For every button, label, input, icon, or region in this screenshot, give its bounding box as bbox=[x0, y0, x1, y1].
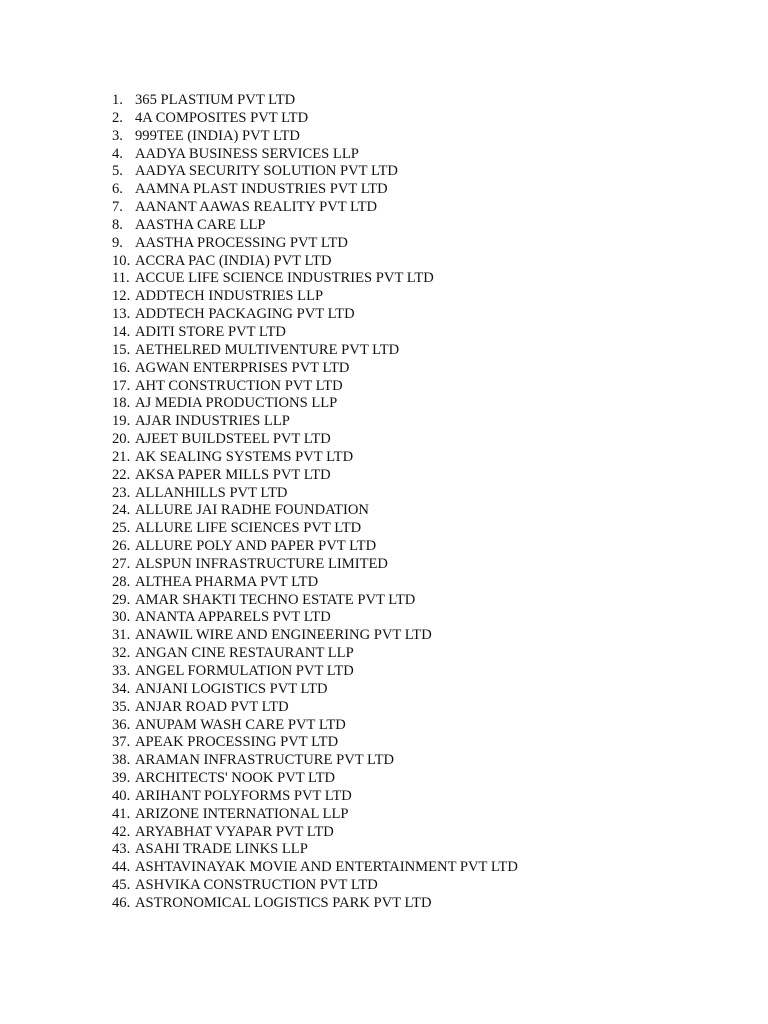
list-item bbox=[112, 128, 712, 146]
list-item bbox=[112, 217, 712, 235]
company-name: ASAHI TRADE LINKS LLP bbox=[135, 841, 308, 858]
list-item bbox=[112, 395, 712, 413]
list-item-number: 39. bbox=[112, 770, 131, 787]
list-item-number: 7. bbox=[112, 199, 123, 216]
list-item bbox=[112, 520, 712, 538]
list-item bbox=[112, 841, 712, 859]
list-item bbox=[112, 538, 712, 556]
list-item bbox=[112, 92, 712, 110]
company-name: AK SEALING SYSTEMS PVT LTD bbox=[135, 448, 354, 465]
list-item-number: 33. bbox=[112, 663, 131, 679]
list-item bbox=[112, 163, 712, 181]
list-item bbox=[112, 288, 712, 306]
list-item bbox=[112, 270, 712, 288]
list-item bbox=[112, 627, 712, 645]
list-item bbox=[112, 895, 712, 913]
list-item bbox=[112, 199, 712, 217]
list-item bbox=[112, 324, 712, 342]
list-item bbox=[112, 877, 712, 895]
list-item-number: 31. bbox=[112, 627, 131, 644]
company-list bbox=[112, 92, 712, 913]
list-item-number: 6. bbox=[112, 181, 123, 198]
list-item-number: 40. bbox=[112, 787, 131, 804]
list-item bbox=[112, 770, 712, 788]
list-item-number: 20. bbox=[112, 431, 131, 448]
company-name: ALLANHILLS PVT LTD bbox=[135, 484, 288, 501]
list-item-number: 9. bbox=[112, 234, 123, 251]
company-name: ANUPAM WASH CARE PVT LTD bbox=[135, 716, 346, 733]
list-item-number: 4. bbox=[112, 145, 123, 162]
list-item-number: 44. bbox=[112, 859, 131, 876]
company-name: 999TEE (INDIA) PVT LTD bbox=[135, 127, 300, 144]
list-item bbox=[112, 734, 712, 752]
list-item bbox=[112, 110, 712, 128]
list-item-number: 2. bbox=[112, 109, 123, 126]
company-name: AKSA PAPER MILLS PVT LTD bbox=[135, 466, 331, 483]
list-item-number: 42. bbox=[112, 823, 131, 840]
list-item bbox=[112, 788, 712, 806]
list-item bbox=[112, 592, 712, 610]
list-item-number: 17. bbox=[112, 377, 131, 394]
list-item-number: 28. bbox=[112, 573, 131, 590]
company-name: ALLURE POLY AND PAPER PVT LTD bbox=[135, 538, 377, 555]
company-name: ADDTECH PACKAGING PVT LTD bbox=[135, 306, 355, 323]
company-name: ARIZONE INTERNATIONAL LLP bbox=[135, 805, 349, 822]
list-item-number: 34. bbox=[112, 680, 131, 697]
list-item-number: 18. bbox=[112, 395, 131, 412]
list-item bbox=[112, 717, 712, 735]
list-item bbox=[112, 574, 712, 592]
list-item-number: 25. bbox=[112, 520, 131, 537]
company-name: ANAWIL WIRE AND ENGINEERING PVT LTD bbox=[135, 627, 432, 644]
list-item-number: 26. bbox=[112, 538, 131, 555]
list-item-number: 8. bbox=[112, 216, 123, 233]
company-name: ALLURE JAI RADHE FOUNDATION bbox=[135, 502, 369, 519]
list-item-number: 27. bbox=[112, 555, 131, 572]
company-name: AHT CONSTRUCTION PVT LTD bbox=[135, 377, 343, 394]
company-name: AANANT AAWAS REALITY PVT LTD bbox=[135, 199, 378, 216]
list-item-number: 11. bbox=[112, 270, 130, 287]
company-name: ADITI STORE PVT LTD bbox=[135, 323, 286, 340]
company-name: AADYA SECURITY SOLUTION PVT LTD bbox=[135, 163, 398, 180]
list-item-number: 32. bbox=[112, 645, 131, 662]
company-name: ARAMAN INFRASTRUCTURE PVT LTD bbox=[135, 752, 395, 769]
list-item bbox=[112, 306, 712, 324]
list-item-number: 12. bbox=[112, 288, 131, 305]
list-item bbox=[112, 360, 712, 378]
list-item-number: 35. bbox=[112, 698, 131, 715]
list-item-number: 38. bbox=[112, 752, 131, 769]
list-item bbox=[112, 467, 712, 485]
list-item bbox=[112, 645, 712, 663]
company-name: ALSPUN INFRASTRUCTURE LIMITED bbox=[135, 555, 388, 572]
list-item-number: 15. bbox=[112, 341, 131, 358]
company-name: ADDTECH INDUSTRIES LLP bbox=[135, 288, 324, 305]
list-item-number: 45. bbox=[112, 877, 131, 894]
list-item bbox=[112, 556, 712, 574]
company-name: ANJAR ROAD PVT LTD bbox=[135, 698, 289, 715]
list-item bbox=[112, 431, 712, 449]
list-item bbox=[112, 806, 712, 824]
list-item-number: 29. bbox=[112, 591, 131, 608]
company-name: AETHELRED MULTIVENTURE PVT LTD bbox=[135, 341, 400, 358]
company-name: AASTHA PROCESSING PVT LTD bbox=[135, 234, 348, 251]
list-item-number: 19. bbox=[112, 413, 131, 430]
company-name: AASTHA CARE LLP bbox=[135, 216, 266, 233]
company-name: 4A COMPOSITES PVT LTD bbox=[135, 109, 309, 126]
list-item bbox=[112, 699, 712, 717]
list-item-number: 37. bbox=[112, 734, 131, 751]
list-item-number: 5. bbox=[112, 163, 123, 180]
list-item-number: 36. bbox=[112, 716, 131, 733]
list-item-number: 14. bbox=[112, 323, 131, 340]
company-name: ANANTA APPARELS PVT LTD bbox=[135, 609, 331, 626]
list-item bbox=[112, 181, 712, 199]
list-item bbox=[112, 413, 712, 431]
company-name: ARCHITECTS' NOOK PVT LTD bbox=[135, 770, 336, 787]
list-item bbox=[112, 663, 712, 681]
company-name: AAMNA PLAST INDUSTRIES PVT LTD bbox=[135, 181, 388, 198]
company-name: ANJANI LOGISTICS PVT LTD bbox=[135, 680, 328, 697]
list-item bbox=[112, 859, 712, 877]
list-item bbox=[112, 342, 712, 360]
list-item-number: 22. bbox=[112, 466, 131, 483]
company-name: AJEET BUILDSTEEL PVT LTD bbox=[135, 431, 331, 448]
list-item bbox=[112, 146, 712, 164]
company-name: ARYABHAT VYAPAR PVT LTD bbox=[135, 823, 334, 840]
list-item-number: 46. bbox=[112, 894, 131, 911]
company-name: APEAK PROCESSING PVT LTD bbox=[135, 734, 339, 751]
list-item bbox=[112, 235, 712, 253]
company-name: 365 PLASTIUM PVT LTD bbox=[135, 92, 296, 108]
company-name: AADYA BUSINESS SERVICES LLP bbox=[135, 145, 359, 162]
company-name: ASHTAVINAYAK MOVIE AND ENTERTAINMENT PVT LTD bbox=[135, 859, 518, 876]
list-item bbox=[112, 824, 712, 842]
list-item bbox=[112, 449, 712, 467]
list-item bbox=[112, 485, 712, 503]
company-name: AJAR INDUSTRIES LLP bbox=[135, 413, 290, 430]
list-item-number: 16. bbox=[112, 359, 131, 376]
list-item-number: 24. bbox=[112, 502, 131, 519]
company-name: ANGEL FORMULATION PVT LTD bbox=[135, 663, 354, 679]
company-name: AJ MEDIA PRODUCTIONS LLP bbox=[135, 395, 338, 412]
list-item bbox=[112, 253, 712, 271]
company-name: AMAR SHAKTI TECHNO ESTATE PVT LTD bbox=[135, 591, 416, 608]
list-item-number: 1. bbox=[112, 92, 123, 108]
list-item bbox=[112, 752, 712, 770]
company-name: ASHVIKA CONSTRUCTION PVT LTD bbox=[135, 877, 378, 894]
list-item bbox=[112, 681, 712, 699]
company-name: ALTHEA PHARMA PVT LTD bbox=[135, 573, 319, 590]
list-item-number: 41. bbox=[112, 805, 131, 822]
list-item-number: 13. bbox=[112, 306, 131, 323]
list-item bbox=[112, 378, 712, 396]
company-name: ALLURE LIFE SCIENCES PVT LTD bbox=[135, 520, 362, 537]
list-item-number: 30. bbox=[112, 609, 131, 626]
company-name: ACCRA PAC (INDIA) PVT LTD bbox=[135, 252, 332, 269]
company-name: ACCUE LIFE SCIENCE INDUSTRIES PVT LTD bbox=[135, 270, 434, 287]
list-item-number: 21. bbox=[112, 448, 131, 465]
company-name: AGWAN ENTERPRISES PVT LTD bbox=[135, 359, 350, 376]
company-name: ARIHANT POLYFORMS PVT LTD bbox=[135, 787, 352, 804]
list-item-number: 43. bbox=[112, 841, 131, 858]
list-item-number: 10. bbox=[112, 252, 131, 269]
list-item bbox=[112, 609, 712, 627]
list-item-number: 23. bbox=[112, 484, 131, 501]
list-item-number: 3. bbox=[112, 127, 123, 144]
company-name: ASTRONOMICAL LOGISTICS PARK PVT LTD bbox=[135, 894, 432, 911]
list-item bbox=[112, 502, 712, 520]
company-name: ANGAN CINE RESTAURANT LLP bbox=[135, 645, 354, 662]
